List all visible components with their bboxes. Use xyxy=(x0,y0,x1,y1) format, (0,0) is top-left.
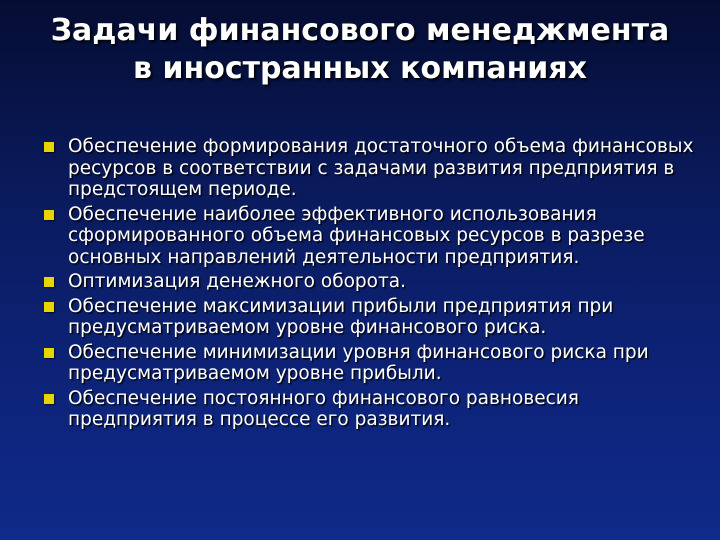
bullet-list xyxy=(44,136,694,434)
square-bullet-icon xyxy=(44,394,54,404)
bullet-text: Обеспечение максимизации прибыли предприятия при предусматриваемом уровне финансового риска. xyxy=(68,295,614,338)
bullet-item xyxy=(44,388,694,431)
bullet-text: Обеспечение формирования достаточного объема финансовых ресурсов в соответствии с задачами развития предприятия в предстоящем периоде. xyxy=(68,136,694,200)
square-bullet-icon xyxy=(44,277,54,287)
bullet-item xyxy=(44,136,694,201)
bullet-text: Обеспечение минимизации уровня финансового риска при предусматриваемом уровне прибыли. xyxy=(68,341,649,384)
square-bullet-icon xyxy=(44,348,54,358)
square-bullet-icon xyxy=(44,210,54,220)
bullet-text: Обеспечение наиболее эффективного использования сформированного объема финансовых ресурсов в разрезе основных направлений деятельности предприятия. xyxy=(68,203,645,268)
square-bullet-icon xyxy=(44,142,54,152)
slide-title: Задачи финансового менеджмента в иностранных компаниях xyxy=(50,13,670,86)
bullet-text: Оптимизация денежного оборота. xyxy=(68,271,406,292)
bullet-item xyxy=(44,204,694,269)
bullet-item xyxy=(44,342,694,385)
bullet-item xyxy=(44,271,694,293)
bullet-item xyxy=(44,296,694,339)
square-bullet-icon xyxy=(44,302,54,312)
bullet-text: Обеспечение постоянного финансового равновесия предприятия в процессе его развития. xyxy=(68,387,579,430)
